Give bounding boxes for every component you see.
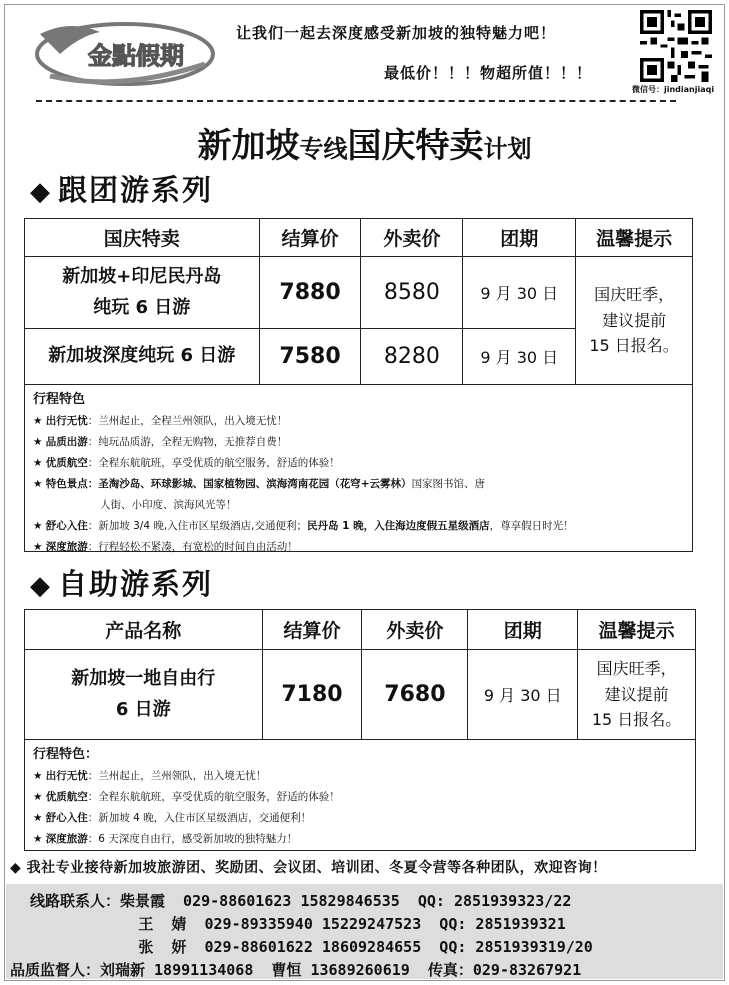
svg-text:金點假期: 金點假期 [88, 42, 184, 70]
list-item: ★ 深度旅游：6 天深度自由行，感受新加坡的独特魅力！ [33, 833, 298, 845]
retail-price: 7680 [362, 650, 468, 740]
table-row [25, 650, 696, 740]
supervisor-row: 品质监督人：刘瑞新 18991134068 曹恒 13689260619 传真：029-83267921 [10, 961, 582, 979]
col-header-date: 团期 [468, 610, 578, 650]
table-header-row [25, 219, 693, 257]
settle-price: 7580 [259, 329, 361, 385]
title-part-sale: 国庆特卖 [347, 126, 484, 166]
contact-panel [6, 884, 723, 979]
product-name: 新加坡一地自由行 6 日游 [25, 650, 263, 740]
header-divider [36, 100, 676, 102]
booking-tip: 国庆旺季， 建议提前 15 日报名。 [576, 257, 693, 385]
col-header-tip: 温馨提示 [576, 219, 693, 257]
free-tour-features [24, 739, 696, 851]
list-item: ★ 舒心入住：新加坡 3/4 晚,入住市区星级酒店,交通便利；民丹岛 1 晚，入住海边度假五星级酒店，尊享假日时光！ [33, 520, 574, 532]
group-tour-features [24, 384, 693, 552]
table-row [25, 257, 693, 329]
free-tour-price-table [24, 609, 696, 740]
qr-code-icon [640, 10, 712, 82]
settle-price: 7180 [262, 650, 362, 740]
group-tour-section-title: ◆ 跟团游系列 [30, 173, 214, 207]
diamond-bullet-icon: ◆ [30, 177, 52, 207]
price-slogan: 最低价！！！物超所值！！！ [384, 64, 593, 82]
tour-date: 9 月 30 日 [468, 650, 578, 740]
features-title: 行程特色 [33, 392, 86, 407]
company-logo [30, 14, 220, 90]
table-header-row [25, 610, 696, 650]
service-note: ◆ 我社专业接待新加坡旅游团、奖励团、会议团、培训团、冬夏令营等各种团队，欢迎咨询！ [10, 860, 607, 876]
header-slogan: 让我们一起去深度感受新加坡的独特魅力吧！ [236, 24, 557, 42]
list-item: ★ 品质出游：纯玩品质游，全程无购物，无推荐自费！ [33, 436, 288, 448]
col-header-settle: 结算价 [259, 219, 361, 257]
wechat-id: 微信号：jindianjiaqi [632, 85, 715, 94]
settle-price: 7880 [259, 257, 361, 329]
title-part-plan: 计划 [483, 135, 532, 163]
col-header-retail: 外卖价 [361, 219, 463, 257]
col-header-date: 团期 [463, 219, 576, 257]
free-tour-section-title: ◆ 自助游系列 [30, 567, 214, 601]
retail-price: 8580 [361, 257, 463, 329]
list-item-continued: 人街、小印度、滨海风光等！ [100, 499, 237, 511]
list-item: ★ 优质航空：全程东航航班，享受优质的航空服务，舒适的体验！ [33, 791, 340, 803]
list-item: ★ 舒心入住：新加坡 4 晚，入住市区星级酒店，交通便利！ [33, 812, 312, 824]
product-name: 新加坡+印尼民丹岛 纯玩 6 日游 [25, 257, 260, 329]
booking-tip: 国庆旺季， 建议提前 15 日报名。 [578, 650, 696, 740]
col-header-settle: 结算价 [262, 610, 362, 650]
col-header-tip: 温馨提示 [578, 610, 696, 650]
product-name: 新加坡深度纯玩 6 日游 [25, 329, 260, 385]
tour-date: 9 月 30 日 [463, 329, 576, 385]
list-item: ★ 出行无忧：兰州起止，全程兰州领队，出入境无忧！ [33, 415, 288, 427]
contact-row: 王 婧 029-89335940 15229247523 QQ: 2851939321 [30, 915, 566, 933]
col-header-product: 产品名称 [25, 610, 263, 650]
retail-price: 8280 [361, 329, 463, 385]
contact-row: 张 妍 029-88601622 18609284655 QQ: 2851939319/20 [30, 938, 593, 956]
features-title: 行程特色： [33, 747, 99, 762]
title-part-destination: 新加坡 [197, 126, 300, 166]
title-part-route: 专线 [299, 135, 348, 163]
list-item: ★ 优质航空：全程东航航班，享受优质的航空服务，舒适的体验！ [33, 457, 340, 469]
list-item: ★ 特色景点：圣淘沙岛、环球影城、国家植物园、滨海湾南花园（花穹+云雾林）国家图书馆、唐 [33, 478, 486, 490]
page-title [0, 118, 729, 167]
col-header-retail: 外卖价 [362, 610, 468, 650]
diamond-bullet-icon: ◆ [30, 571, 52, 601]
list-item: ★ 深度旅游：行程轻松不紧凑，有宽松的时间自由活动！ [33, 541, 298, 553]
tour-date: 9 月 30 日 [463, 257, 576, 329]
col-header-product: 国庆特卖 [25, 219, 260, 257]
list-item: ★ 出行无忧：兰州起止，兰州领队，出入境无忧！ [33, 770, 267, 782]
contact-row: 线路联系人：柴景霞 029-88601623 15829846535 QQ: 2851939323/22 [30, 892, 572, 910]
group-tour-price-table [24, 218, 693, 385]
